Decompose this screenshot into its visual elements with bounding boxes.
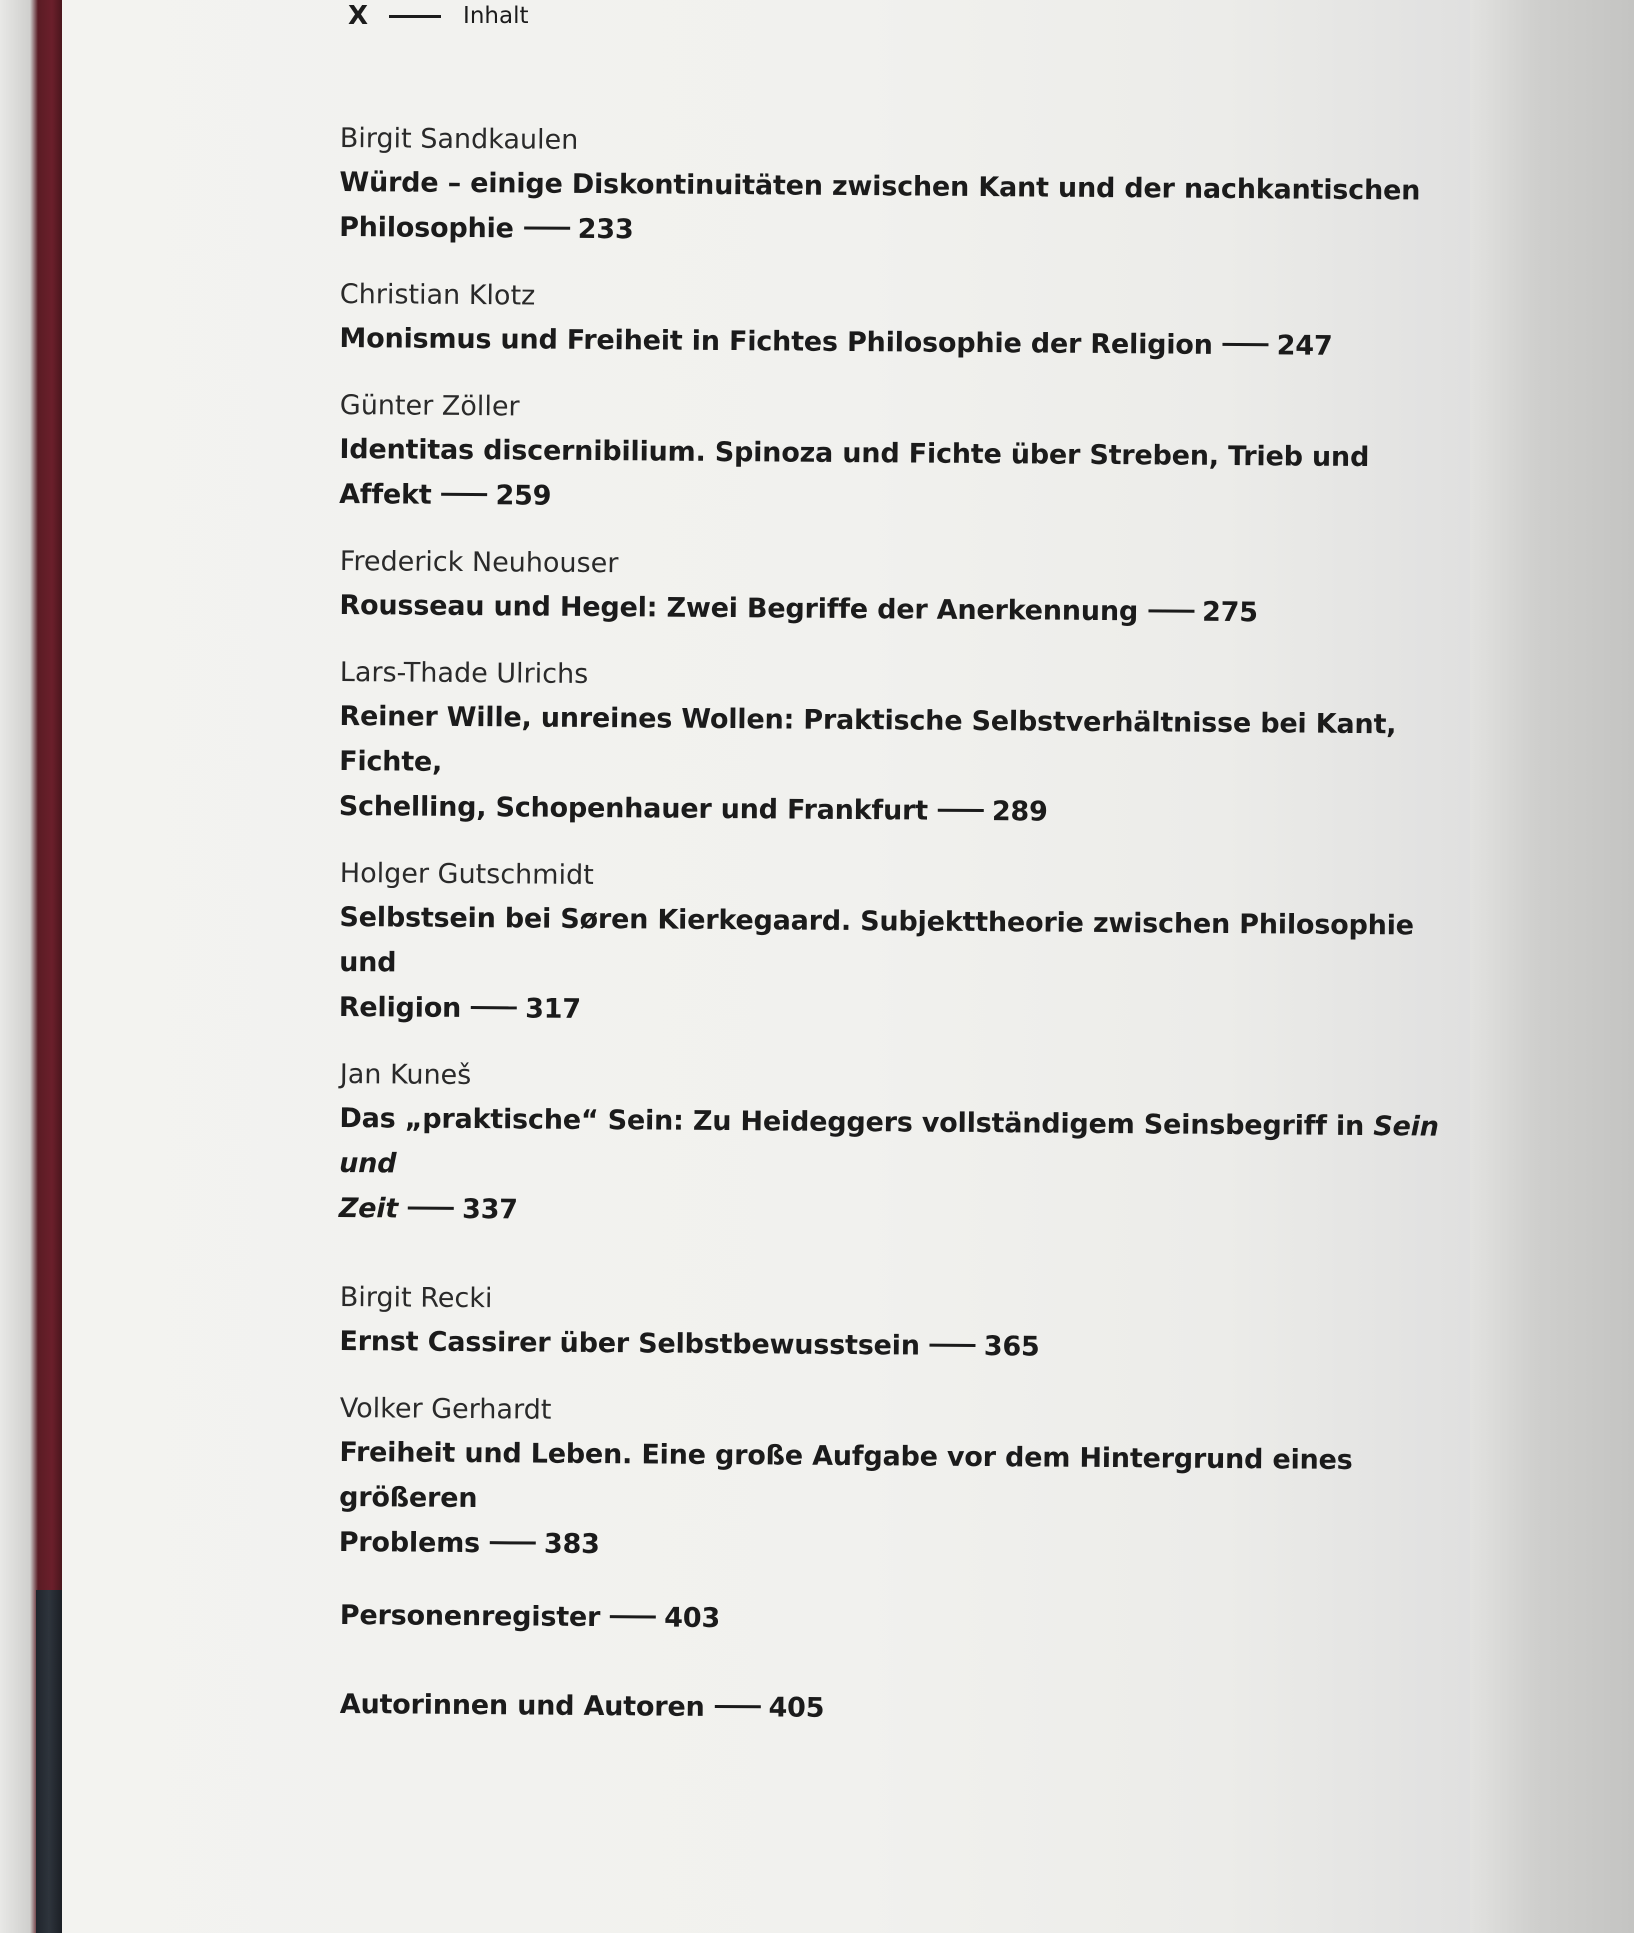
entry-title: [340, 1593, 1470, 1647]
entry-title-text: Affekt: [339, 478, 432, 511]
entry-title-text: Personenregister: [339, 1599, 601, 1634]
entry-page: 337: [461, 1193, 518, 1226]
entry-title-text: Reiner Wille, unreines Wollen: Praktische Selbstverhältnisse bei Kant, Fichte,: [339, 700, 1397, 778]
entry-author: Lars-Thade Ulrichs: [339, 656, 589, 690]
entry-page: 275: [1201, 596, 1258, 629]
entry-page: 259: [495, 480, 552, 512]
entry-title-text: Identitas discernibilium. Spinoza und Fichte über Streben, Trieb und: [339, 433, 1370, 474]
page-separator: [408, 1207, 454, 1210]
entry-title-text: Selbstsein bei Søren Kierkegaard. Subjekttheorie zwischen Philosophie und: [339, 901, 1414, 979]
section-gap: [340, 1255, 1470, 1277]
entry-author: Frederick Neuhouser: [339, 545, 619, 580]
entry-title: [339, 1319, 1469, 1373]
toc-appendix-entry: [340, 1682, 1470, 1736]
toc-entry: [339, 118, 1470, 259]
entry-title-text: Das „praktische“ Sein: Zu Heideggers vollständigem Seinsbegriff in: [339, 1102, 1374, 1143]
toc-entry: [339, 1277, 1470, 1373]
entry-author: Jan Kuneš: [339, 1058, 472, 1092]
page-separator: [524, 226, 570, 229]
page-separator: [1148, 609, 1194, 612]
entry-page: 403: [664, 1602, 721, 1634]
toc-entry: [339, 385, 1470, 526]
entry-author: Günter Zöller: [339, 389, 520, 423]
entry-title-italic: Sein und: [339, 1111, 1439, 1180]
header-label: Inhalt: [463, 3, 529, 29]
entry-title: [339, 160, 1470, 259]
entry-title: [339, 427, 1470, 526]
entry-author: Birgit Recki: [339, 1281, 493, 1315]
page-separator: [490, 1541, 536, 1544]
entry-title: [339, 583, 1469, 637]
entry-title-text: Würde – einige Diskontinuitäten zwischen Kant und der nachkantischen: [339, 166, 1421, 207]
page-separator: [610, 1615, 656, 1618]
entry-title-text: Freiheit und Leben. Eine große Aufgabe vor dem Hintergrund eines größeren: [339, 1436, 1353, 1515]
entry-page: 233: [577, 213, 634, 246]
running-header: [348, 0, 529, 32]
page-separator: [938, 809, 984, 812]
toc-entry: [339, 1054, 1470, 1240]
entry-page: 383: [543, 1528, 600, 1561]
entry-page: 317: [525, 993, 582, 1025]
entry-title-text: Rousseau und Hegel: Zwei Begriffe der Anerkennung: [339, 589, 1139, 628]
entry-title-text: Monismus und Freiheit in Fichtes Philosophie der Religion: [339, 322, 1213, 361]
entry-title: [339, 895, 1470, 1039]
entry-author: Holger Gutschmidt: [339, 857, 594, 891]
entry-title: [339, 1096, 1470, 1240]
entry-author: Christian Klotz: [339, 278, 536, 312]
toc-entry: [339, 541, 1470, 637]
toc-entry: [339, 853, 1470, 1039]
toc-appendix-entry: [340, 1593, 1470, 1647]
page-separator: [471, 1006, 517, 1009]
entry-title-text: Problems: [338, 1526, 481, 1560]
entry-title-italic: Zeit: [338, 1192, 399, 1225]
page-separator: [1223, 343, 1269, 346]
entry-page: 289: [991, 796, 1048, 828]
entry-title-text: Philosophie: [339, 211, 514, 245]
entry-author: Birgit Sandkaulen: [339, 122, 579, 156]
entry-title-text: Ernst Cassirer über Selbstbewusstsein: [339, 1325, 920, 1362]
toc-entry: [339, 652, 1470, 838]
toc-entry: [339, 274, 1470, 370]
entry-title-text: Autorinnen und Autoren: [339, 1688, 705, 1723]
table-of-contents: [340, 118, 1470, 1751]
entry-title: [339, 694, 1470, 838]
entry-title: [340, 1682, 1470, 1736]
header-dash: [389, 15, 441, 18]
entry-page: 405: [768, 1692, 825, 1724]
entry-title: [339, 1430, 1470, 1574]
toc-entry: [339, 1388, 1470, 1574]
entry-author: Volker Gerhardt: [339, 1392, 552, 1426]
entry-title-text: Schelling, Schopenhauer und Frankfurt: [338, 790, 929, 827]
page-separator: [442, 493, 488, 496]
page-separator: [715, 1705, 761, 1708]
entry-title-text: Religion: [338, 991, 462, 1024]
page-number-roman: X: [348, 1, 370, 31]
book-cover-edge-bottom: [36, 1590, 62, 1933]
entry-page: 365: [983, 1331, 1040, 1363]
page-separator: [930, 1344, 976, 1347]
page-shadow: [1470, 0, 1634, 1933]
entry-page: 247: [1276, 330, 1333, 362]
entry-title: [339, 316, 1469, 370]
